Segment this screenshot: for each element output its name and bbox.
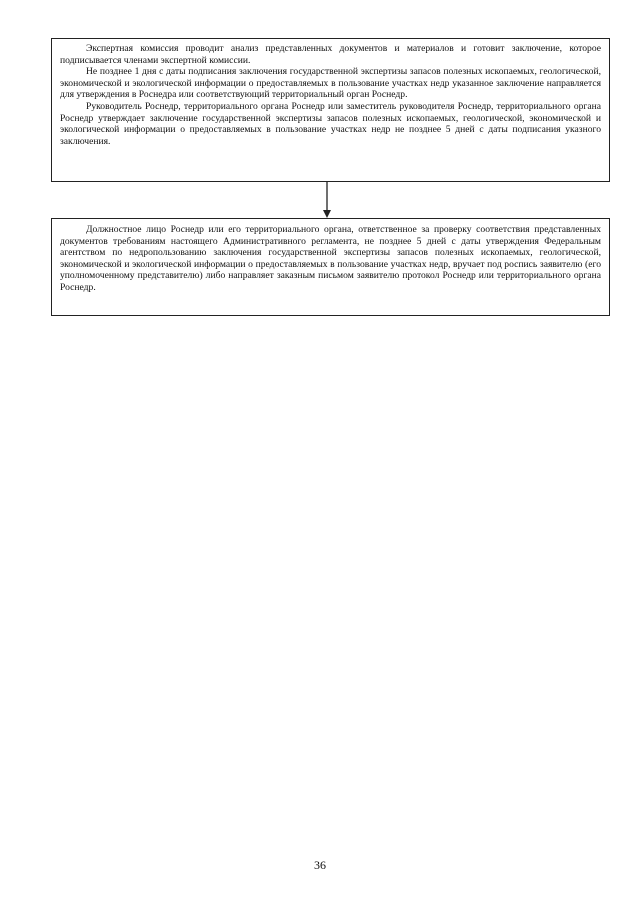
page-number: 36 <box>314 858 326 872</box>
box1-paragraph-2: Не позднее 1 дня с даты подписания заключения государственной экспертизы запасов полезных ископаемых, геологической, экономической и экологической информации о предоставляемых в пользование участках недр указанное заключение направляется для утверждения в Роснедра или соответствующий территориальный орган Роснедр. <box>60 66 601 101</box>
box1-paragraph-1: Экспертная комиссия проводит анализ представленных документов и материалов и готовит заключение, которое подписывается членами экспертной комиссии. <box>60 43 601 66</box>
box1-paragraph-3: Руководитель Роснедр, территориального органа Роснедр или заместитель руководителя Роснедр, территориального органа Роснедр утверждает заключение государственной экспертизы запасов полезных ископаемых, геологической, экономической и экологической информации о предоставляемых в пользование участках недр не позднее 5 дней с даты подписания указного заключения. <box>60 100 601 147</box>
flowchart-box-official-delivers-protocol <box>51 218 610 316</box>
flowchart-box-expert-commission <box>51 38 610 182</box>
box2-paragraph-1: Должностное лицо Роснедр или его территориального органа, ответственное за проверку соответствия представленных документов требованиям настоящего Административного регламента, не позднее 5 дней с даты утверждения Федеральным агентством по недропользованию заключения государственной экспертизы запасов полезных ископаемых, геологической, экономической и экологической информации о предоставляемых в пользование участках недр, вручает под роспись заявителю (его уполномоченному представителю) либо направляет заказным письмом заявителю протокол Роснедр или территориального органа Роснедр. <box>60 224 601 293</box>
flow-arrow-down-icon <box>322 182 332 218</box>
